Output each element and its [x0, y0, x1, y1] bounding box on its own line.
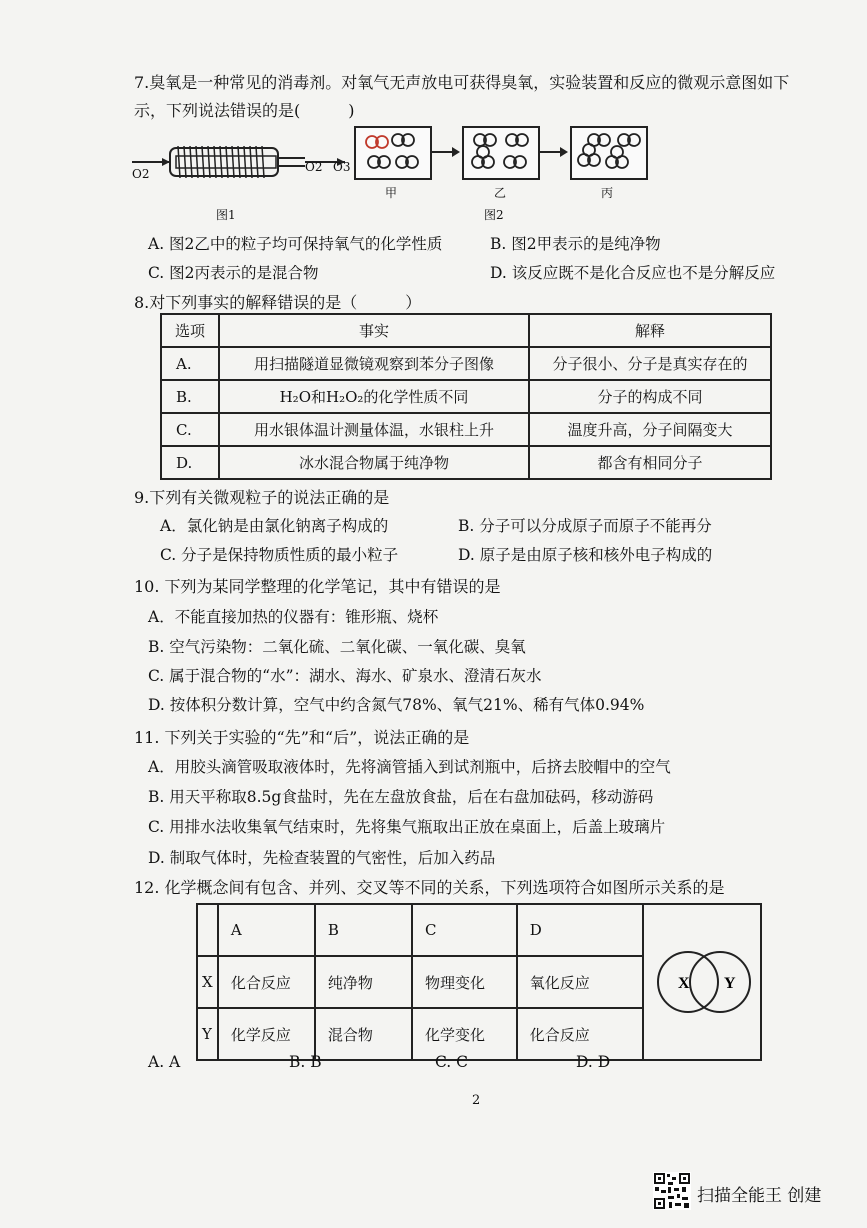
q12-answer-b: B. B: [289, 1053, 322, 1071]
q8-cell-explanation: 分子的构成不同: [529, 380, 771, 413]
q7-stem-line2: [134, 98, 355, 121]
q12-header-b: B: [315, 904, 412, 956]
q12-cell-xa: 化合反应: [218, 956, 315, 1008]
q12-venn-cell: [643, 904, 761, 1060]
q9-option-a: A．氯化钠是由氯化钠离子构成的: [160, 517, 389, 535]
q10-option-c: C. 属于混合物的“水”：湖水、海水、矿泉水、澄清石灰水: [148, 667, 542, 685]
q12-cell-yd: 化合反应: [517, 1008, 643, 1060]
q11-option-d: D. 制取气体时，先检查装置的气密性，后加入药品: [148, 849, 496, 867]
table-row: [161, 380, 771, 413]
label-jia: 甲: [385, 186, 398, 200]
arrow-yi-bing: [540, 151, 566, 153]
q7-stem-close: ): [348, 101, 355, 120]
q9-stem: 9.下列有关微观粒子的说法正确的是: [134, 488, 390, 507]
q8-cell-explanation: 温度升高，分子间隔变大: [529, 413, 771, 446]
qr-code-icon: [653, 1172, 691, 1210]
q8-stem-close: ）: [405, 293, 422, 312]
q8-cell-fact: H₂O和H₂O₂的化学性质不同: [219, 380, 529, 413]
o3-outlet-label: O3: [333, 160, 351, 174]
q7-stem-text: 示，下列说法错误的是(: [134, 101, 301, 120]
q7-option-c: C. 图2丙表示的是混合物: [148, 264, 319, 282]
q8-header-explanation: 解释: [529, 314, 771, 347]
table-row: [161, 347, 771, 380]
box-jia-molecules: [356, 128, 430, 178]
table-row: [161, 446, 771, 479]
q12-row-y-label: Y: [197, 1008, 218, 1060]
q11-option-a: A．用胶头滴管吸取液体时，先将滴管插入到试剂瓶中，后挤去胶帽中的空气: [148, 758, 671, 776]
fig1-caption: 图1: [216, 208, 236, 222]
q12-corner-cell: [197, 904, 218, 956]
q12-cell-xd: 氧化反应: [517, 956, 643, 1008]
q8-cell-explanation: 分子很小、分子是真实存在的: [529, 347, 771, 380]
q8-cell-fact: 用水银体温计测量体温，水银柱上升: [219, 413, 529, 446]
q12-row-x-label: X: [197, 956, 218, 1008]
o2-inlet-label: O2: [132, 167, 150, 181]
q11-option-c: C. 用排水法收集氧气结束时，先将集气瓶取出正放在桌面上，后盖上玻璃片: [148, 818, 666, 836]
q7-option-b: B. 图2甲表示的是纯净物: [490, 235, 661, 253]
q10-stem: 10. 下列为某同学整理的化学笔记，其中有错误的是: [134, 577, 501, 596]
q12-header-d: D: [517, 904, 643, 956]
venn-label-y: Y: [724, 975, 736, 992]
q12-header-c: C: [412, 904, 517, 956]
q8-cell-fact: 用扫描隧道显微镜观察到苯分子图像: [219, 347, 529, 380]
q8-cell-option: D.: [161, 446, 219, 479]
q11-option-b: B. 用天平称取8.5g食盐时，先在左盘放食盐，后在右盘加砝码，移动游码: [148, 788, 654, 806]
q8-cell-option: B.: [161, 380, 219, 413]
q10-option-d: D. 按体积分数计算，空气中约含氮气78%、氧气21%、稀有气体0.94%: [148, 696, 645, 714]
q10-option-a: A．不能直接加热的仪器有：锥形瓶、烧杯: [148, 608, 439, 626]
fig2-caption: 图2: [484, 208, 504, 222]
q12-table: [196, 903, 762, 1061]
q8-cell-option: A.: [161, 347, 219, 380]
venn-circle-y: [690, 952, 750, 1012]
q12-answer-a: A. A: [148, 1053, 181, 1071]
q12-cell-xc: 物理变化: [412, 956, 517, 1008]
q8-cell-option: C.: [161, 413, 219, 446]
q8-table: [160, 313, 772, 480]
q9-option-d: D. 原子是由原子核和核外电子构成的: [458, 546, 713, 564]
q7-stem-line1: 7.臭氧是一种常见的消毒剂。对氧气无声放电可获得臭氧，实验装置和反应的微观示意图如下: [134, 73, 790, 92]
q10-option-b: B. 空气污染物：二氧化硫、二氧化碳、一氧化碳、臭氧: [148, 638, 526, 656]
q12-cell-yc: 化学变化: [412, 1008, 517, 1060]
q11-stem: 11. 下列关于实验的“先”和“后”，说法正确的是: [134, 728, 470, 747]
box-bing-molecules: [572, 128, 646, 178]
o2-outlet-label: O2: [305, 160, 323, 174]
box-jia: [354, 126, 432, 180]
ozone-generator-apparatus: [130, 128, 350, 188]
box-yi: [462, 126, 540, 180]
label-yi: 乙: [494, 186, 507, 200]
box-bing: [570, 126, 648, 180]
q12-header-row: [197, 904, 761, 956]
q9-option-c: C. 分子是保持物质性质的最小粒子: [160, 546, 399, 564]
arrow-jia-yi: [432, 151, 458, 153]
q8-cell-fact: 冰水混合物属于纯净物: [219, 446, 529, 479]
q9-option-b: B. 分子可以分成原子而原子不能再分: [458, 517, 712, 535]
q8-header-row: [161, 314, 771, 347]
q12-cell-yb: 混合物: [315, 1008, 412, 1060]
q12-answer-c: C. C: [435, 1053, 469, 1071]
q8-stem-text: 8.对下列事实的解释错误的是（: [134, 293, 358, 312]
label-bing: 丙: [601, 186, 614, 200]
q8-stem: [134, 290, 421, 313]
q8-header-option: 选项: [161, 314, 219, 347]
venn-diagram: [644, 930, 760, 1030]
q12-header-a: A: [218, 904, 315, 956]
q12-cell-ya: 化学反应: [218, 1008, 315, 1060]
q12-stem: 12. 化学概念间有包含、并列、交叉等不同的关系，下列选项符合如图所示关系的是: [134, 878, 725, 897]
venn-label-x: X: [678, 975, 690, 992]
q7-option-a: A. 图2乙中的粒子均可保持氧气的化学性质: [148, 235, 443, 253]
page-number: 2: [472, 1093, 481, 1108]
q7-option-d: D. 该反应既不是化合反应也不是分解反应: [490, 264, 776, 282]
table-row: [161, 413, 771, 446]
q8-cell-explanation: 都含有相同分子: [529, 446, 771, 479]
box-yi-molecules: [464, 128, 538, 178]
q8-header-fact: 事实: [219, 314, 529, 347]
scanner-watermark: 扫描全能王 创建: [697, 1186, 822, 1206]
q12-answer-d: D. D: [576, 1053, 611, 1071]
q12-cell-xb: 纯净物: [315, 956, 412, 1008]
